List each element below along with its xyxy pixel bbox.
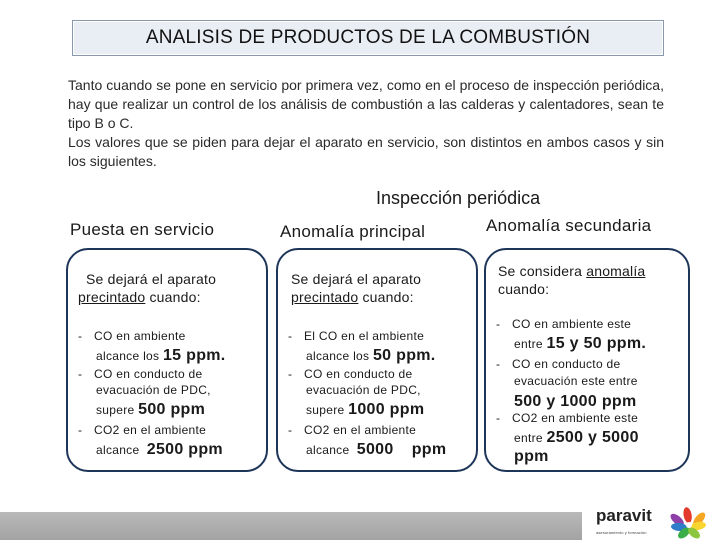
bullet-line: CO en conducto de	[304, 367, 413, 381]
card-lead	[498, 262, 684, 298]
bullet-marker: -	[78, 423, 83, 437]
column-heading-anomalia-principal: Anomalía principal	[280, 222, 426, 241]
flower-logo-icon	[670, 506, 708, 540]
bullet-line: entre	[514, 337, 543, 351]
bullet-line: alcance	[96, 443, 140, 457]
bullet-line: alcance los	[96, 349, 160, 363]
bullet-value: 1000 ppm	[348, 401, 425, 418]
lead-text: Se dejará el aparato	[291, 271, 422, 287]
lead-tail: cuando:	[149, 289, 201, 305]
bullet-marker: -	[78, 367, 83, 381]
logo-word: paravit	[596, 506, 652, 525]
lead-tail: cuando:	[362, 289, 414, 305]
bullet-marker: -	[288, 423, 293, 437]
bullet-line: alcance	[306, 443, 350, 457]
list-item	[496, 356, 686, 410]
bullet-line: CO2 en el ambiente	[94, 423, 207, 437]
page-title: ANALISIS DE PRODUCTOS DE LA COMBUSTIÓN	[145, 27, 591, 48]
bullet-line: supere	[96, 403, 135, 417]
bullet-line: evacuación de PDC,	[96, 383, 211, 397]
list-item	[288, 366, 474, 418]
bullet-line: entre	[514, 431, 543, 445]
intro-text	[68, 76, 664, 171]
bullet-line: CO en ambiente	[94, 329, 186, 343]
lead-underlined: precintado	[291, 289, 359, 305]
section-heading: Inspección periódica	[376, 188, 541, 208]
bullet-marker: -	[288, 329, 293, 343]
bullet-marker: -	[496, 357, 501, 371]
paravit-logo	[596, 506, 720, 540]
bullet-line: CO en ambiente este	[512, 317, 632, 331]
bullet-line: evacuación este entre	[514, 374, 638, 388]
bullet-value: 2500 ppm	[146, 441, 223, 458]
card-lead	[78, 270, 264, 306]
bullet-value: 5000	[356, 441, 394, 458]
list-item	[78, 366, 264, 418]
bullet-value: ppm	[514, 448, 549, 465]
logo-tagline: asesoramiento y formación	[596, 530, 647, 535]
bullet-marker: -	[288, 367, 293, 381]
bullet-marker: -	[496, 411, 501, 425]
list-item	[288, 326, 474, 366]
bullet-marker: -	[78, 329, 83, 343]
list-item	[78, 420, 264, 460]
bullet-value: 50 ppm.	[372, 347, 436, 364]
bullet-line: supere	[306, 403, 345, 417]
bullet-marker: -	[496, 317, 501, 331]
bullet-line: CO en conducto de	[512, 357, 621, 371]
lead-tail: cuando:	[498, 281, 550, 297]
footer-bar	[0, 512, 582, 540]
title-box	[72, 20, 664, 56]
bullet-line: CO2 en ambiente este	[512, 411, 639, 425]
bullet-value: ppm	[411, 441, 447, 458]
card-lead	[291, 270, 471, 306]
lead-underlined: anomalía	[586, 263, 646, 279]
list-item	[496, 314, 686, 354]
bullet-line: CO2 en el ambiente	[304, 423, 417, 437]
bullet-line: evacuación de PDC,	[306, 383, 421, 397]
column-heading-puesta: Puesta en servicio	[70, 220, 215, 239]
lead-underlined: precintado	[78, 289, 146, 305]
intro-paragraph-1: Tanto cuando se pone en servicio por primera vez, como en el proceso de inspección periódica, hay que realizar un control de los análisis de combustión a las calderas y calentadores, sean te tipo B o C.	[68, 77, 664, 131]
intro-paragraph-2: Los valores que se piden para dejar el aparato en servicio, son distintos en ambos casos y sin los siguientes.	[68, 134, 664, 169]
bullet-line: CO en conducto de	[94, 367, 203, 381]
bullet-value: 15 y 50 ppm.	[546, 335, 647, 352]
lead-text: Se dejará el aparato	[86, 271, 217, 287]
list-item	[78, 326, 264, 366]
bullet-line: El CO en el ambiente	[304, 329, 425, 343]
bullet-value: 500 ppm	[138, 401, 206, 418]
bullet-value: 15 ppm.	[162, 347, 226, 364]
lead-text: Se considera	[498, 263, 583, 279]
column-heading-anomalia-secundaria: Anomalía secundaria	[486, 216, 652, 235]
bullet-line: alcance los	[306, 349, 370, 363]
bullet-value: 2500 y 5000	[546, 429, 639, 446]
bullet-value: 500 y 1000 ppm	[514, 393, 637, 410]
list-item	[288, 420, 474, 460]
list-item	[496, 408, 686, 466]
